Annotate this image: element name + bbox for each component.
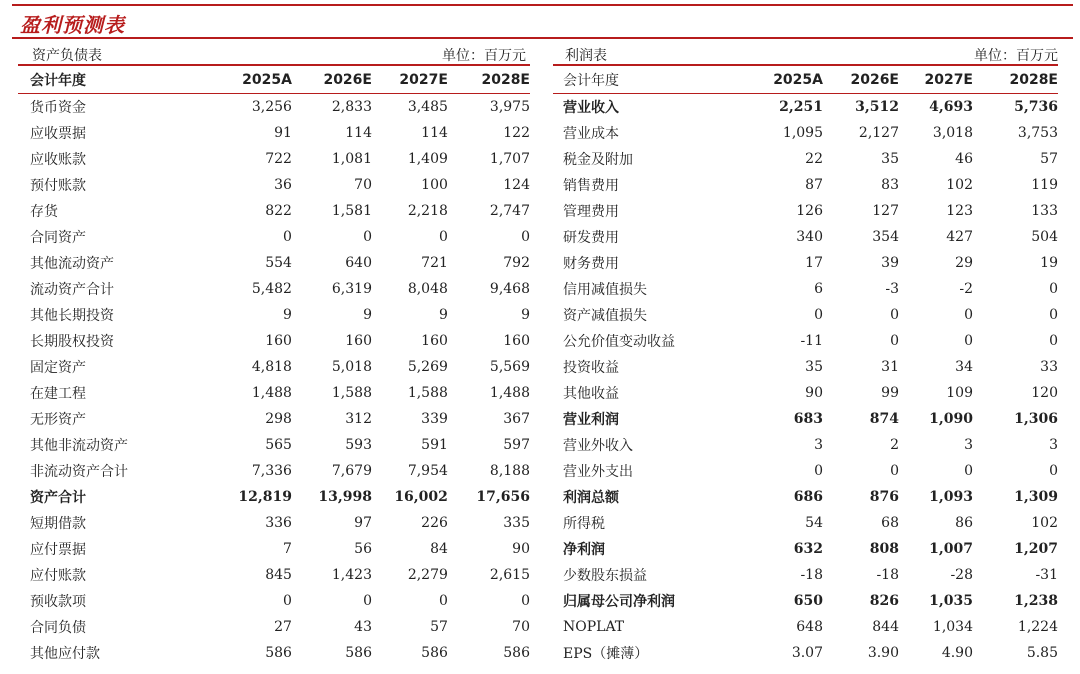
- balance-sheet-header-row: [18, 66, 530, 94]
- balance-sheet-row-label: 在建工程: [30, 386, 86, 402]
- income-statement-cell: 6: [814, 281, 823, 297]
- income-statement-cell: 4,693: [929, 99, 973, 115]
- income-statement-cell: 54: [805, 515, 823, 531]
- income-statement-cell: 0: [964, 333, 973, 349]
- income-statement-row: [553, 484, 1058, 510]
- income-statement-cell: 19: [1040, 255, 1058, 271]
- income-statement-cell: 0: [890, 307, 899, 323]
- balance-sheet-cell: 586: [265, 645, 292, 661]
- balance-sheet-cell: 0: [283, 593, 292, 609]
- balance-sheet-row: [18, 250, 530, 276]
- balance-sheet-cell: 0: [363, 593, 372, 609]
- income-statement-row: [553, 614, 1058, 640]
- income-statement-row-label: 少数股东损益: [563, 568, 647, 584]
- balance-sheet-cell: 114: [345, 125, 372, 141]
- income-statement-cell: 686: [793, 489, 823, 505]
- income-statement-cell: 0: [1049, 307, 1058, 323]
- balance-sheet-cell: 8,048: [407, 281, 448, 297]
- income-statement-cell: 0: [1049, 281, 1058, 297]
- income-statement-cell: 0: [964, 463, 973, 479]
- balance-sheet-year: 2027E: [399, 71, 448, 88]
- income-statement-cell: 35: [805, 359, 823, 375]
- balance-sheet-cell: 160: [265, 333, 292, 349]
- income-statement-cell: 2,251: [779, 99, 823, 115]
- balance-sheet-cell: 70: [512, 619, 530, 635]
- balance-sheet-row-label: 短期借款: [30, 516, 86, 532]
- income-statement-cell: -2: [959, 281, 973, 297]
- balance-sheet-row-label: 预收款项: [30, 594, 86, 610]
- balance-sheet-cell: 597: [503, 437, 530, 453]
- balance-sheet-cell: 160: [345, 333, 372, 349]
- balance-sheet-cell: 7: [283, 541, 292, 557]
- balance-sheet-cell: 84: [430, 541, 448, 557]
- balance-sheet-cell: 1,423: [331, 567, 372, 583]
- income-statement-row: [553, 328, 1058, 354]
- balance-sheet-cell: 2,218: [407, 203, 448, 219]
- balance-sheet-cell: 27: [274, 619, 292, 635]
- income-statement-row-label: 利润总额: [563, 490, 619, 506]
- balance-sheet-cell: 114: [421, 125, 448, 141]
- balance-sheet-cell: 9: [283, 307, 292, 323]
- income-statement-row: [553, 276, 1058, 302]
- balance-sheet-panel: [18, 42, 530, 666]
- balance-sheet-cell: 336: [265, 515, 292, 531]
- income-statement-cell: 57: [1040, 151, 1058, 167]
- balance-sheet-title: 资产负债表: [32, 48, 102, 64]
- balance-sheet-row-label: 应收票据: [30, 126, 86, 142]
- income-statement-cell: 1,090: [929, 411, 973, 427]
- income-statement-cell: -28: [950, 567, 973, 583]
- balance-sheet-row-label: 固定资产: [30, 360, 86, 376]
- income-statement-cell: 102: [946, 177, 973, 193]
- income-statement-cell: 3,018: [932, 125, 973, 141]
- balance-sheet-row: [18, 562, 530, 588]
- income-statement-year: 2027E: [924, 71, 973, 88]
- income-statement-row: [553, 354, 1058, 380]
- balance-sheet-cell: 9,468: [489, 281, 530, 297]
- income-statement-cell: 1,309: [1014, 489, 1058, 505]
- balance-sheet-row: [18, 146, 530, 172]
- balance-sheet-cell: 339: [421, 411, 448, 427]
- income-statement-cell: 83: [881, 177, 899, 193]
- income-statement-cell: 31: [881, 359, 899, 375]
- balance-sheet-cell: 1,488: [489, 385, 530, 401]
- income-statement-cell: 3: [964, 437, 973, 453]
- income-statement-cell: -3: [885, 281, 899, 297]
- balance-sheet-cell: 6,319: [331, 281, 372, 297]
- balance-sheet-cell: 0: [521, 229, 530, 245]
- balance-sheet-cell: 2,279: [407, 567, 448, 583]
- balance-sheet-cell: 124: [503, 177, 530, 193]
- balance-sheet-header-label: 会计年度: [30, 72, 86, 89]
- balance-sheet-cell: 591: [421, 437, 448, 453]
- balance-sheet-cell: 298: [265, 411, 292, 427]
- balance-sheet-row-label: 非流动资产合计: [30, 464, 128, 480]
- balance-sheet-cell: 2,615: [489, 567, 530, 583]
- income-statement-cell: 1,093: [929, 489, 973, 505]
- income-statement-row-label: 投资收益: [563, 360, 619, 376]
- balance-sheet-row-label: 应付票据: [30, 542, 86, 558]
- balance-sheet-cell: 3,975: [489, 99, 530, 115]
- income-statement-row: [553, 536, 1058, 562]
- balance-sheet-cell: 9: [363, 307, 372, 323]
- income-statement-cell: 17: [805, 255, 823, 271]
- income-statement-row-label: 其他收益: [563, 386, 619, 402]
- balance-sheet-cell: 335: [503, 515, 530, 531]
- balance-sheet-cell: 90: [512, 541, 530, 557]
- income-statement-body: [553, 94, 1058, 667]
- income-statement-cell: -11: [800, 333, 823, 349]
- income-statement-row-label: 营业收入: [563, 100, 619, 116]
- balance-sheet-cell: 1,588: [331, 385, 372, 401]
- income-statement-row-label: NOPLAT: [563, 619, 625, 635]
- balance-sheet-cell: 554: [265, 255, 292, 271]
- income-statement-row: [553, 224, 1058, 250]
- balance-sheet-row-label: 应付账款: [30, 568, 86, 584]
- balance-sheet-year: 2025A: [242, 71, 292, 88]
- balance-sheet-row-label: 应收账款: [30, 152, 86, 168]
- balance-sheet-cell: 97: [354, 515, 372, 531]
- income-statement-cell: 99: [881, 385, 899, 401]
- balance-sheet-row: [18, 354, 530, 380]
- income-statement-cell: 1,224: [1017, 619, 1058, 635]
- income-statement-cell: 39: [881, 255, 899, 271]
- balance-sheet-cell: 367: [503, 411, 530, 427]
- balance-sheet-row-label: 货币资金: [30, 100, 86, 116]
- income-statement-cell: 109: [946, 385, 973, 401]
- income-statement-cell: 3,753: [1017, 125, 1058, 141]
- balance-sheet-cell: 1,588: [407, 385, 448, 401]
- income-statement-row-label: 研发费用: [563, 230, 619, 246]
- balance-sheet-cell: 0: [363, 229, 372, 245]
- income-statement-cell: 0: [814, 307, 823, 323]
- income-statement-cell: 808: [869, 541, 899, 557]
- income-statement-cell: 102: [1031, 515, 1058, 531]
- income-statement-cell: 683: [793, 411, 823, 427]
- balance-sheet-row-label: 其他长期投资: [30, 308, 114, 324]
- income-statement-cell: 5.85: [1026, 645, 1058, 661]
- income-statement-row: [553, 198, 1058, 224]
- income-statement-cell: 2: [890, 437, 899, 453]
- income-statement-row: [553, 458, 1058, 484]
- balance-sheet-cell: 2,747: [489, 203, 530, 219]
- balance-sheet-row: [18, 614, 530, 640]
- income-statement-row-label: 营业利润: [563, 412, 619, 428]
- income-statement-panel: [553, 42, 1058, 666]
- income-statement-cell: 120: [1031, 385, 1058, 401]
- balance-sheet-row: [18, 276, 530, 302]
- income-statement-row: [553, 94, 1058, 121]
- balance-sheet-row: [18, 380, 530, 406]
- income-statement-cell: 133: [1031, 203, 1058, 219]
- page-title: 盈利预测表: [20, 13, 125, 37]
- balance-sheet-row: [18, 302, 530, 328]
- income-statement-cell: 876: [869, 489, 899, 505]
- income-statement-year: 2028E: [1009, 71, 1058, 88]
- income-statement-row: [553, 562, 1058, 588]
- balance-sheet-cell: 70: [354, 177, 372, 193]
- balance-sheet-row: [18, 198, 530, 224]
- income-statement-row: [553, 172, 1058, 198]
- balance-sheet-row: [18, 484, 530, 510]
- income-statement-cell: 3: [1049, 437, 1058, 453]
- balance-sheet-row: [18, 640, 530, 666]
- income-statement-cell: 3.07: [791, 645, 823, 661]
- balance-sheet-cell: 822: [265, 203, 292, 219]
- top-rule: [12, 4, 1073, 6]
- balance-sheet-cell: 43: [354, 619, 372, 635]
- balance-sheet-row: [18, 510, 530, 536]
- income-statement-cell: 354: [872, 229, 899, 245]
- income-statement-cell: 0: [1049, 333, 1058, 349]
- income-statement-row-label: EPS（摊薄）: [563, 646, 649, 662]
- balance-sheet-cell: 5,482: [251, 281, 292, 297]
- income-statement-cell: 123: [946, 203, 973, 219]
- income-statement-year: 2025A: [773, 71, 823, 88]
- balance-sheet-row: [18, 588, 530, 614]
- balance-sheet-cell: 8,188: [489, 463, 530, 479]
- income-statement-cell: 632: [793, 541, 823, 557]
- balance-sheet-row-label: 流动资产合计: [30, 282, 114, 298]
- income-statement-cell: 1,238: [1014, 593, 1058, 609]
- income-statement-cell: 87: [805, 177, 823, 193]
- balance-sheet-row-label: 无形资产: [30, 412, 86, 428]
- income-statement-cell: 427: [946, 229, 973, 245]
- income-statement-cell: 650: [793, 593, 823, 609]
- balance-sheet-row: [18, 120, 530, 146]
- balance-sheet-cell: 160: [503, 333, 530, 349]
- income-statement-cell: 1,007: [929, 541, 973, 557]
- income-statement-cell: 4.90: [941, 645, 973, 661]
- balance-sheet-table: [18, 66, 530, 666]
- balance-sheet-row: [18, 458, 530, 484]
- income-statement-row-label: 税金及附加: [563, 152, 633, 168]
- balance-sheet-cell: 122: [503, 125, 530, 141]
- balance-sheet-cell: 0: [438, 593, 448, 609]
- income-statement-cell: -31: [1035, 567, 1058, 583]
- income-statement-cell: 68: [881, 515, 899, 531]
- income-statement-row-label: 财务费用: [563, 256, 619, 272]
- balance-sheet-row-label: 其他非流动资产: [30, 438, 128, 454]
- balance-sheet-cell: 17,656: [476, 489, 530, 505]
- income-statement-row-label: 归属母公司净利润: [563, 594, 675, 610]
- income-statement-cell: 3: [814, 437, 823, 453]
- balance-sheet-unit: 单位：百万元: [442, 48, 526, 64]
- balance-sheet-row-label: 长期股权投资: [30, 334, 114, 350]
- income-statement-cell: 119: [1031, 177, 1058, 193]
- balance-sheet-cell: 565: [265, 437, 292, 453]
- balance-sheet-cell: 1,488: [251, 385, 292, 401]
- balance-sheet-cell: 845: [265, 567, 292, 583]
- income-statement-row: [553, 146, 1058, 172]
- balance-sheet-cell: 0: [521, 593, 530, 609]
- balance-sheet-cell: 2,833: [331, 99, 372, 115]
- income-statement-row-label: 资产减值损失: [563, 308, 647, 324]
- balance-sheet-row: [18, 432, 530, 458]
- balance-sheet-cell: 5,569: [489, 359, 530, 375]
- balance-sheet-cell: 160: [421, 333, 448, 349]
- balance-sheet-row: [18, 224, 530, 250]
- balance-sheet-cell: 1,581: [331, 203, 372, 219]
- income-statement-row: [553, 120, 1058, 146]
- balance-sheet-cell: 312: [345, 411, 372, 427]
- balance-sheet-cell: 1,081: [331, 151, 372, 167]
- balance-sheet-cell: 7,679: [331, 463, 372, 479]
- income-statement-title: 利润表: [565, 48, 607, 64]
- income-statement-row: [553, 302, 1058, 328]
- balance-sheet-row-label: 预付账款: [30, 178, 86, 194]
- income-statement-cell: 33: [1040, 359, 1058, 375]
- balance-sheet-row-label: 其他应付款: [30, 646, 100, 662]
- balance-sheet-cell: 586: [345, 645, 372, 661]
- income-statement-cell: -18: [800, 567, 823, 583]
- income-statement-row: [553, 640, 1058, 666]
- income-statement-cell: 0: [890, 463, 899, 479]
- income-statement-cell: 0: [964, 307, 973, 323]
- balance-sheet-body: [18, 94, 530, 667]
- income-statement-row-label: 净利润: [563, 542, 605, 558]
- balance-sheet-cell: 9: [521, 307, 530, 323]
- balance-sheet-cell: 3,485: [407, 99, 448, 115]
- title-rule: [12, 37, 1073, 39]
- income-statement-row-label: 所得税: [563, 516, 605, 532]
- balance-sheet-cell: 4,818: [251, 359, 292, 375]
- income-statement-row-label: 营业外收入: [563, 438, 633, 454]
- balance-sheet-cell: 0: [438, 229, 448, 245]
- income-statement-row-label: 信用减值损失: [563, 282, 647, 298]
- income-statement-header-label: 会计年度: [563, 72, 619, 89]
- income-statement-cell: 0: [890, 333, 899, 349]
- balance-sheet-cell: 640: [345, 255, 372, 271]
- income-statement-cell: 127: [872, 203, 899, 219]
- balance-sheet-cell: 91: [274, 125, 292, 141]
- income-statement-year: 2026E: [850, 71, 899, 88]
- income-statement-row: [553, 588, 1058, 614]
- balance-sheet-row-label: 资产合计: [30, 490, 86, 506]
- income-statement-cell: 874: [869, 411, 899, 427]
- balance-sheet-cell: 12,819: [238, 489, 292, 505]
- income-statement-cell: 0: [1049, 463, 1058, 479]
- income-statement-row: [553, 250, 1058, 276]
- balance-sheet-cell: 5,269: [407, 359, 448, 375]
- income-statement-cell: 3,512: [855, 99, 899, 115]
- balance-sheet-cell: 586: [421, 645, 448, 661]
- balance-sheet-row: [18, 328, 530, 354]
- balance-sheet-cell: 1,707: [489, 151, 530, 167]
- balance-sheet-header: [18, 42, 530, 64]
- income-statement-cell: 1,034: [932, 619, 973, 635]
- income-statement-unit: 单位：百万元: [974, 48, 1058, 64]
- income-statement-row-label: 管理费用: [563, 204, 619, 220]
- balance-sheet-cell: 593: [345, 437, 372, 453]
- balance-sheet-cell: 3,256: [251, 99, 292, 115]
- balance-sheet-cell: 57: [430, 619, 448, 635]
- income-statement-cell: 5,736: [1014, 99, 1058, 115]
- income-statement-cell: 35: [881, 151, 899, 167]
- balance-sheet-cell: 7,336: [251, 463, 292, 479]
- income-statement-row: [553, 406, 1058, 432]
- income-statement-cell: 90: [805, 385, 823, 401]
- balance-sheet-cell: 722: [265, 151, 292, 167]
- balance-sheet-cell: 7,954: [407, 463, 448, 479]
- income-statement-header: [553, 42, 1058, 64]
- income-statement-row-label: 公允价值变动收益: [563, 334, 675, 350]
- income-statement-row: [553, 380, 1058, 406]
- balance-sheet-row-label: 存货: [30, 204, 58, 220]
- income-statement-cell: 126: [796, 203, 823, 219]
- balance-sheet-cell: 13,998: [318, 489, 372, 505]
- income-statement-cell: 86: [955, 515, 973, 531]
- income-statement-header-row: [553, 66, 1058, 94]
- income-statement-row-label: 销售费用: [563, 178, 619, 194]
- balance-sheet-year: 2028E: [481, 71, 530, 88]
- income-statement-cell: 29: [955, 255, 973, 271]
- balance-sheet-row: [18, 172, 530, 198]
- income-statement-cell: -18: [876, 567, 899, 583]
- balance-sheet-cell: 226: [421, 515, 448, 531]
- balance-sheet-row-label: 合同资产: [30, 230, 86, 246]
- income-statement-cell: 3.90: [867, 645, 899, 661]
- income-statement-cell: 1,207: [1014, 541, 1058, 557]
- income-statement-cell: 1,306: [1014, 411, 1058, 427]
- income-statement-cell: 648: [796, 619, 823, 635]
- balance-sheet-cell: 5,018: [331, 359, 372, 375]
- income-statement-cell: 826: [869, 593, 899, 609]
- income-statement-row: [553, 510, 1058, 536]
- balance-sheet-cell: 56: [354, 541, 372, 557]
- income-statement-row-label: 营业成本: [563, 126, 619, 142]
- balance-sheet-row: [18, 94, 530, 121]
- income-statement-cell: 844: [872, 619, 899, 635]
- balance-sheet-row: [18, 406, 530, 432]
- balance-sheet-cell: 792: [503, 255, 530, 271]
- balance-sheet-cell: 721: [421, 255, 448, 271]
- balance-sheet-row-label: 合同负债: [30, 620, 86, 636]
- income-statement-cell: 1,035: [929, 593, 973, 609]
- balance-sheet-cell: 100: [421, 177, 448, 193]
- balance-sheet-cell: 9: [438, 307, 448, 323]
- income-statement-cell: 22: [805, 151, 823, 167]
- income-statement-row-label: 营业外支出: [563, 464, 633, 480]
- income-statement-table: [553, 66, 1058, 666]
- balance-sheet-year: 2026E: [323, 71, 372, 88]
- income-statement-cell: 0: [814, 463, 823, 479]
- income-statement-cell: 340: [796, 229, 823, 245]
- income-statement-row: [553, 432, 1058, 458]
- balance-sheet-cell: 1,409: [407, 151, 448, 167]
- balance-sheet-cell: 0: [283, 229, 292, 245]
- balance-sheet-row-label: 其他流动资产: [30, 256, 114, 272]
- income-statement-cell: 504: [1031, 229, 1058, 245]
- balance-sheet-cell: 36: [274, 177, 292, 193]
- income-statement-cell: 2,127: [858, 125, 899, 141]
- balance-sheet-cell: 586: [503, 645, 530, 661]
- income-statement-cell: 1,095: [782, 125, 823, 141]
- balance-sheet-cell: 16,002: [394, 489, 448, 505]
- balance-sheet-row: [18, 536, 530, 562]
- income-statement-cell: 34: [955, 359, 973, 375]
- income-statement-cell: 46: [955, 151, 973, 167]
